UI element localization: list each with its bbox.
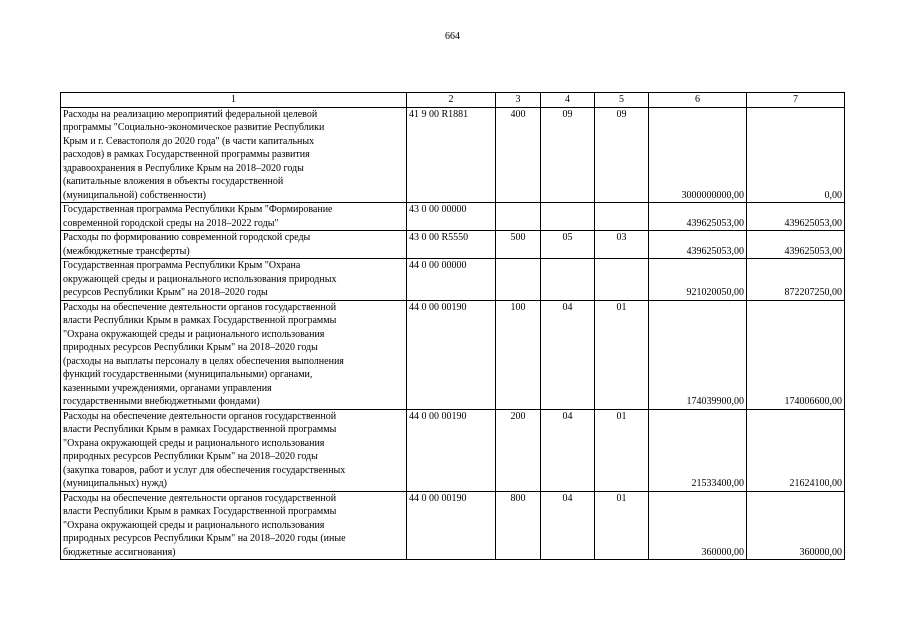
target-article-code: 44 0 00 00190	[407, 491, 496, 560]
subsection-code: 01	[595, 300, 649, 409]
subsection-code: 09	[595, 107, 649, 203]
expense-name-line: (муниципальной) собственности)	[63, 189, 206, 201]
amount-year-1: 360000,00	[649, 491, 747, 560]
amount-year-1: 174039900,00	[649, 300, 747, 409]
target-article-code: 41 9 00 R1881	[407, 107, 496, 203]
expense-name-line: Расходы по формированию современной городской среды	[63, 232, 311, 243]
amount-year-1: 21533400,00	[649, 409, 747, 491]
subsection-code	[595, 203, 649, 231]
expense-name-line: (капитальные вложения в объекты государственной	[63, 176, 284, 187]
amount-year-2: 360000,00	[747, 491, 845, 560]
expense-name-line: природных ресурсов Республики Крым" на 2018–2020 годы	[63, 342, 318, 353]
expense-name	[61, 231, 407, 259]
expense-name-line: власти Республики Крым в рамках Государственной программы	[63, 315, 337, 326]
subsection-code: 03	[595, 231, 649, 259]
expense-name-line: (межбюджетные трансферты)	[63, 245, 190, 257]
section-code: 04	[541, 491, 595, 560]
expense-name-line: Государственная программа Республики Крым "Формирование	[63, 204, 333, 215]
amount-year-1: 3000000000,00	[649, 107, 747, 203]
expense-name-line: "Охрана окружающей среды и рационального использования	[63, 437, 325, 449]
expense-name-line: Расходы на обеспечение деятельности органов государственной	[63, 301, 337, 313]
expense-type-code: 100	[496, 300, 541, 409]
table-row	[61, 409, 845, 491]
expense-name-line: природных ресурсов Республики Крым" на 2018–2020 годы (иные	[63, 533, 346, 544]
target-article-code: 44 0 00 00190	[407, 409, 496, 491]
expense-name-line: (расходы на выплаты персоналу в целях обеспечения выполнения	[63, 355, 344, 367]
expense-name-line: окружающей среды и рационального использования природных	[63, 273, 337, 285]
expense-name-line: здравоохранения в Республике Крым на 2018–2020 годы	[63, 162, 304, 174]
table-row	[61, 203, 845, 231]
table-row	[61, 491, 845, 560]
expense-type-code	[496, 203, 541, 231]
expense-type-code	[496, 259, 541, 301]
expense-name	[61, 409, 407, 491]
column-number: 2	[407, 93, 496, 108]
target-article-code: 44 0 00 00000	[407, 259, 496, 301]
amount-year-2: 872207250,00	[747, 259, 845, 301]
expense-name	[61, 107, 407, 203]
section-code: 09	[541, 107, 595, 203]
table-row	[61, 231, 845, 259]
expense-name-line: власти Республики Крым в рамках Государственной программы	[63, 424, 337, 435]
amount-year-2: 174006600,00	[747, 300, 845, 409]
expense-name-line: "Охрана окружающей среды и рационального использования	[63, 519, 325, 531]
amount-year-1: 921020050,00	[649, 259, 747, 301]
expense-name-line: (муниципальных) нужд)	[63, 478, 167, 489]
table-row	[61, 107, 845, 203]
expense-name-line: программы "Социально-экономическое развитие Республики	[63, 122, 325, 133]
expense-type-code: 200	[496, 409, 541, 491]
section-code: 04	[541, 300, 595, 409]
expense-type-code: 800	[496, 491, 541, 560]
column-number: 5	[595, 93, 649, 108]
expense-name-line: современной городской среды на 2018–2022 годы"	[63, 217, 279, 229]
expense-name-line: казенными учреждениями, органами управления	[63, 382, 272, 394]
expense-name-line: Государственная программа Республики Крым "Охрана	[63, 260, 301, 271]
expense-type-code: 500	[496, 231, 541, 259]
expense-name-line: власти Республики Крым в рамках Государственной программы	[63, 506, 337, 517]
expense-name-line: бюджетные ассигнования)	[63, 546, 176, 558]
amount-year-1: 439625053,00	[649, 203, 747, 231]
amount-year-2: 439625053,00	[747, 231, 845, 259]
section-code: 04	[541, 409, 595, 491]
column-numbers-row	[61, 93, 845, 108]
section-code	[541, 259, 595, 301]
target-article-code: 43 0 00 R5550	[407, 231, 496, 259]
target-article-code: 43 0 00 00000	[407, 203, 496, 231]
section-code	[541, 203, 595, 231]
expense-name-line: природных ресурсов Республики Крым" на 2018–2020 годы	[63, 451, 318, 462]
expense-name-line: Расходы на обеспечение деятельности органов государственной	[63, 410, 337, 422]
expense-name	[61, 259, 407, 301]
column-number: 4	[541, 93, 595, 108]
table-row	[61, 259, 845, 301]
expense-name-line: "Охрана окружающей среды и рационального использования	[63, 328, 325, 340]
expense-name-line: государственными внебюджетными фондами)	[63, 396, 260, 407]
budget-table-body	[61, 93, 845, 560]
column-number: 6	[649, 93, 747, 108]
budget-table	[60, 92, 845, 560]
expense-name-line: Крым и г. Севастополя до 2020 года" (в части капитальных	[63, 135, 315, 147]
column-number: 3	[496, 93, 541, 108]
table-row	[61, 300, 845, 409]
amount-year-1: 439625053,00	[649, 231, 747, 259]
expense-type-code: 400	[496, 107, 541, 203]
page-number: 664	[445, 31, 460, 42]
subsection-code: 01	[595, 491, 649, 560]
subsection-code: 01	[595, 409, 649, 491]
expense-name	[61, 300, 407, 409]
subsection-code	[595, 259, 649, 301]
section-code: 05	[541, 231, 595, 259]
expense-name-line: расходов) в рамках Государственной программы развития	[63, 149, 310, 160]
expense-name-line: функций государственными (муниципальными) органами,	[63, 369, 313, 380]
expense-name	[61, 491, 407, 560]
expense-name-line: (закупка товаров, работ и услуг для обеспечения государственных	[63, 464, 346, 476]
column-number: 1	[61, 93, 407, 108]
column-number: 7	[747, 93, 845, 108]
amount-year-2: 21624100,00	[747, 409, 845, 491]
expense-name	[61, 203, 407, 231]
expense-name-line: Расходы на реализацию мероприятий федеральной целевой	[63, 108, 318, 120]
amount-year-2: 0,00	[747, 107, 845, 203]
target-article-code: 44 0 00 00190	[407, 300, 496, 409]
amount-year-2: 439625053,00	[747, 203, 845, 231]
expense-name-line: Расходы на обеспечение деятельности органов государственной	[63, 492, 337, 504]
expense-name-line: ресурсов Республики Крым" на 2018–2020 годы	[63, 287, 268, 298]
